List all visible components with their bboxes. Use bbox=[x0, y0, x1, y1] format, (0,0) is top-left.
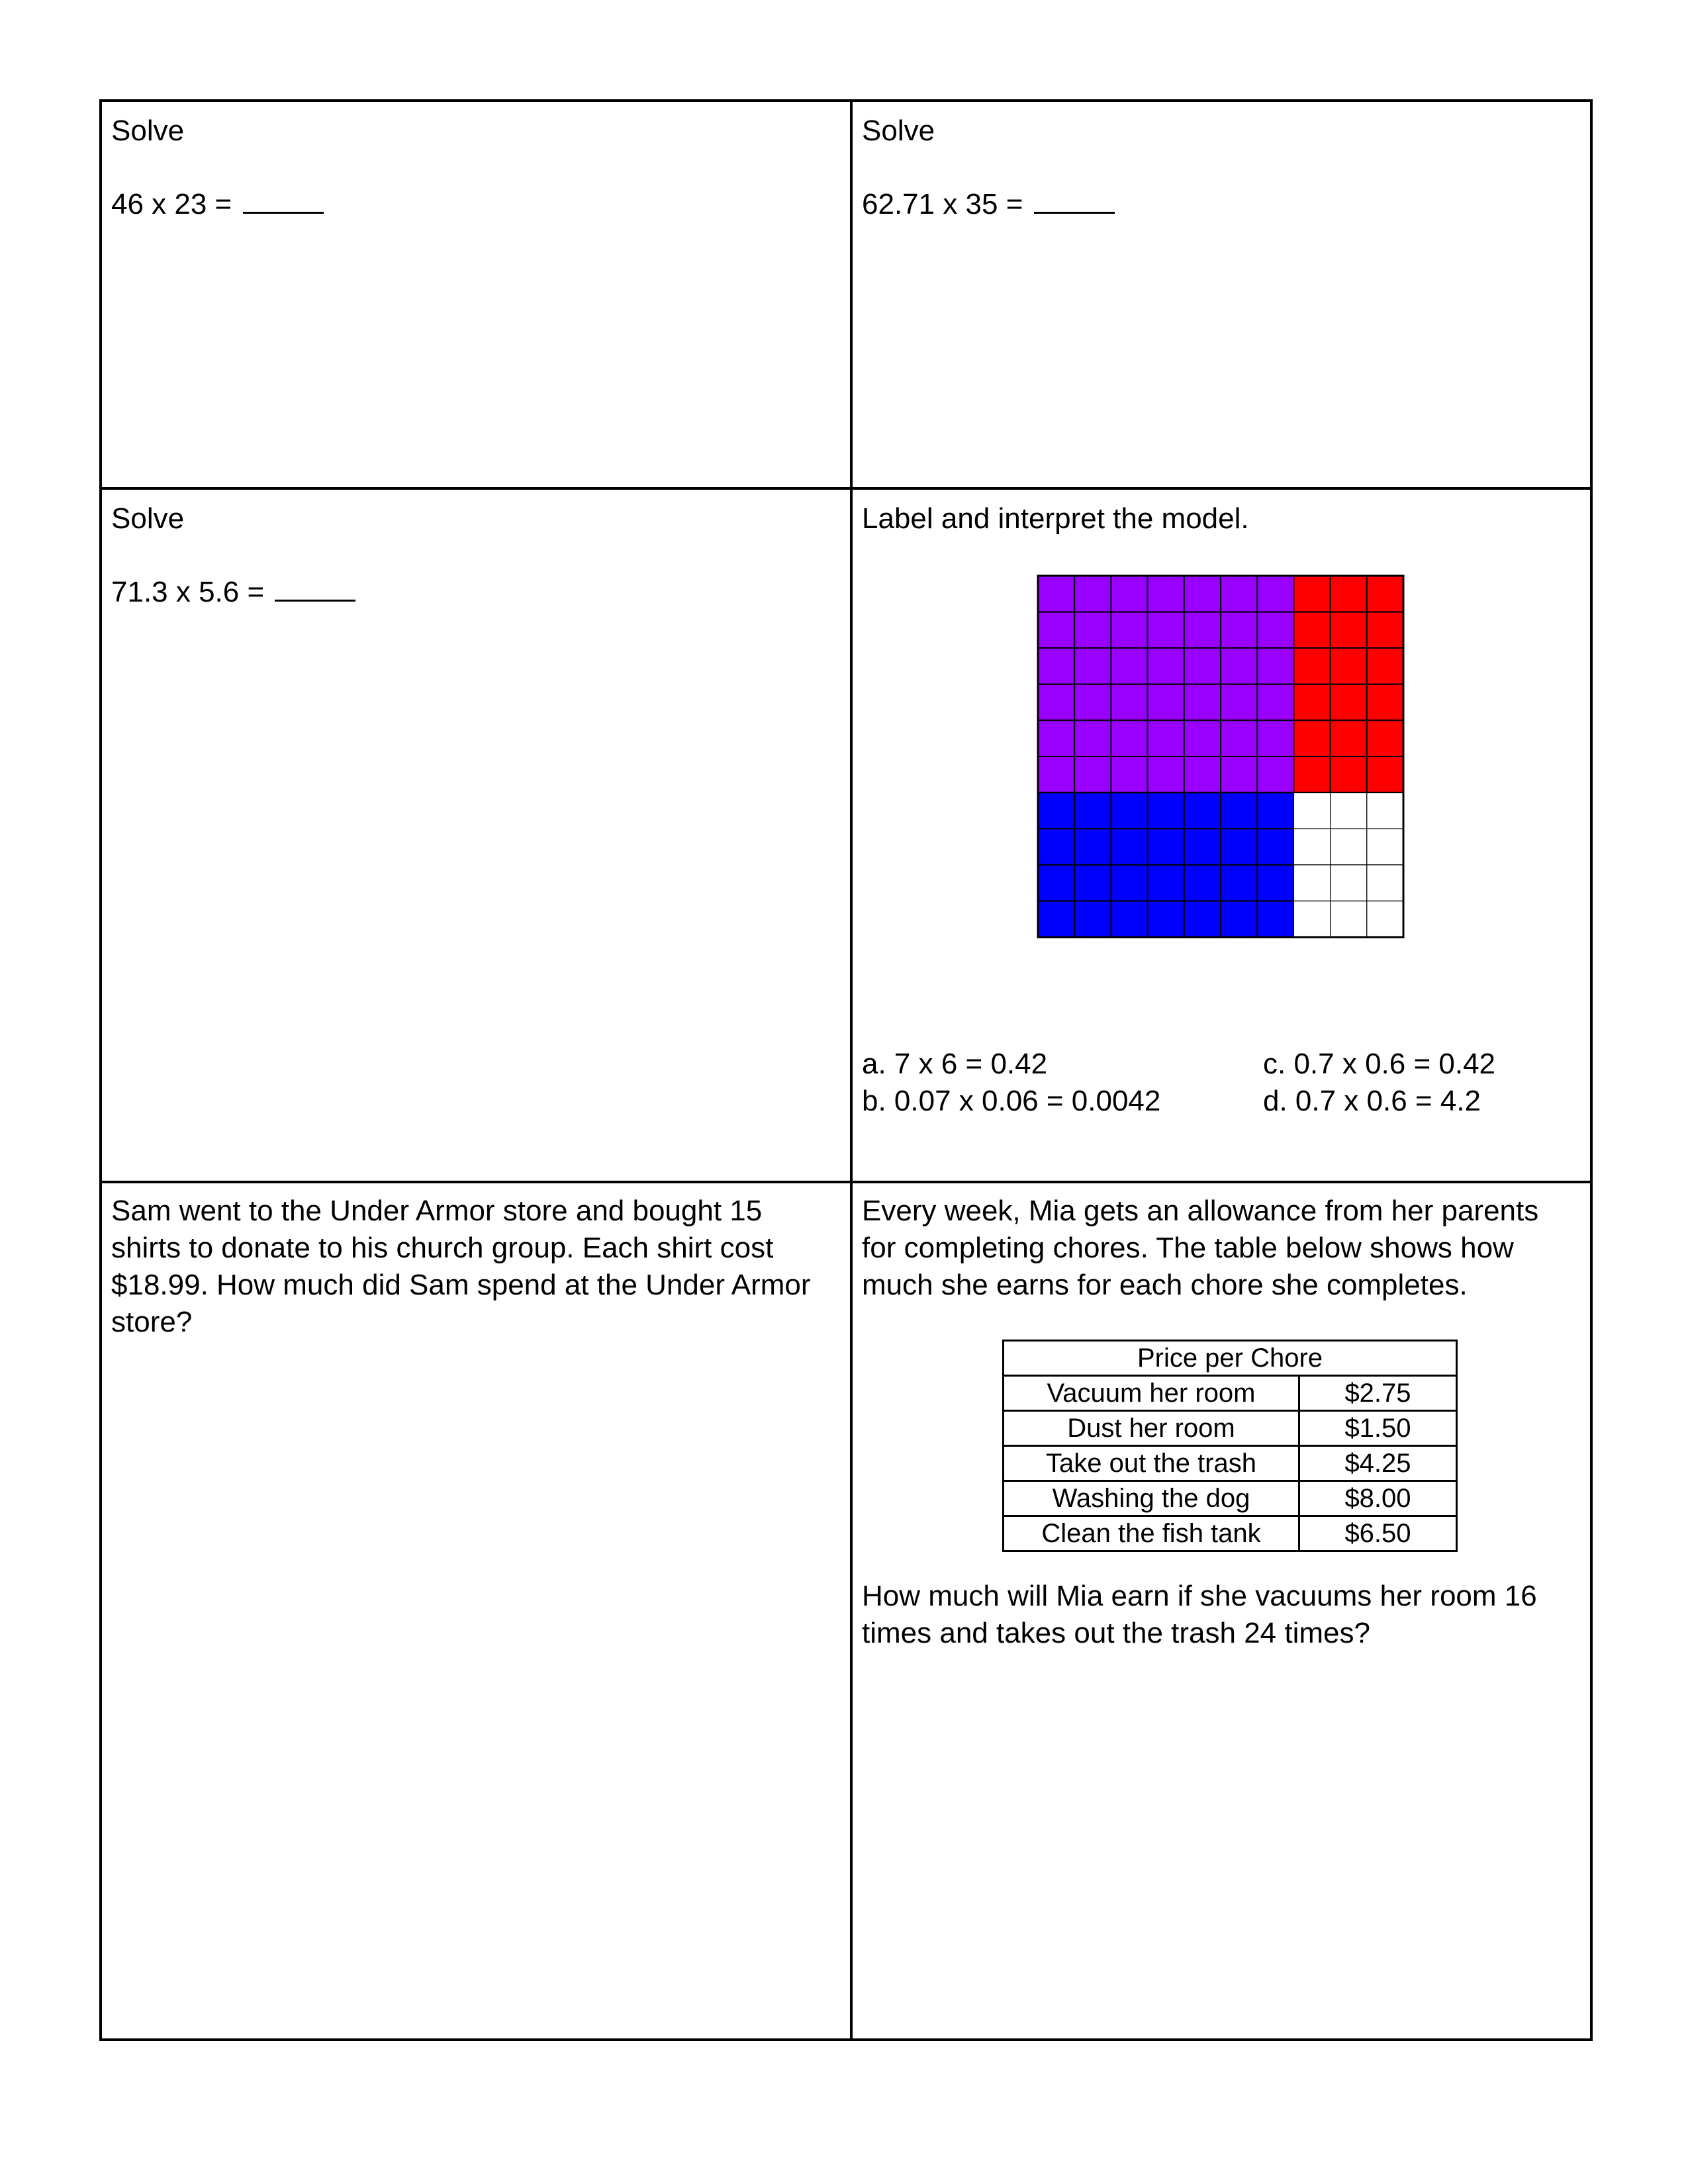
table-row bbox=[1004, 1411, 1457, 1446]
answer-blank[interactable] bbox=[243, 185, 324, 214]
price-cell: $8.00 bbox=[1299, 1481, 1457, 1516]
table-row bbox=[1004, 1481, 1457, 1516]
problem-5-text: Sam went to the Under Armor store and bought 15 shirts to donate to his church group. Each shirt cost $18.99. How much did Sam spend at the Under Armor store? bbox=[111, 1195, 811, 1338]
grid-square-white bbox=[1331, 793, 1367, 829]
grid-square-red bbox=[1293, 576, 1330, 612]
grid-square-white bbox=[1293, 865, 1330, 901]
grid-square-red bbox=[1331, 612, 1367, 649]
grid-square-purple bbox=[1111, 648, 1147, 684]
problem-3-expression bbox=[111, 573, 355, 611]
grid-square-red bbox=[1367, 576, 1403, 612]
grid-square-blue bbox=[1221, 829, 1257, 865]
grid-square-red bbox=[1331, 648, 1367, 684]
price-cell: $2.75 bbox=[1299, 1376, 1457, 1411]
grid-square-purple bbox=[1257, 648, 1293, 684]
grid-square-red bbox=[1331, 720, 1367, 756]
problem-3-prompt: Solve bbox=[111, 502, 185, 535]
grid-square-purple bbox=[1111, 684, 1147, 721]
grid-square-red bbox=[1367, 648, 1403, 684]
grid-square-purple bbox=[1148, 576, 1184, 612]
grid-square-red bbox=[1367, 612, 1403, 649]
grid-square-blue bbox=[1038, 865, 1074, 901]
table-row bbox=[1004, 1376, 1457, 1411]
grid-square-purple bbox=[1074, 684, 1111, 721]
grid-square-blue bbox=[1184, 829, 1221, 865]
grid-square-red bbox=[1331, 684, 1367, 721]
price-cell: $1.50 bbox=[1299, 1411, 1457, 1446]
grid-square-blue bbox=[1074, 829, 1111, 865]
grid-square-red bbox=[1293, 756, 1330, 793]
grid-square-purple bbox=[1221, 576, 1257, 612]
grid-square-blue bbox=[1148, 793, 1184, 829]
grid-square-blue bbox=[1257, 901, 1293, 937]
answer-blank[interactable] bbox=[1034, 185, 1115, 214]
grid-square-white bbox=[1293, 829, 1330, 865]
grid-square-white bbox=[1367, 865, 1403, 901]
grid-square-purple bbox=[1074, 576, 1111, 612]
grid-square-blue bbox=[1038, 901, 1074, 937]
grid-square-purple bbox=[1221, 720, 1257, 756]
problem-6-question: How much will Mia earn if she vacuums her room 16 times and takes out the trash 24 times? bbox=[862, 1580, 1537, 1649]
grid-square-purple bbox=[1074, 720, 1111, 756]
grid-square-red bbox=[1331, 756, 1367, 793]
problem-2-equation: 62.71 x 35 = bbox=[862, 188, 1023, 220]
grid-square-red bbox=[1293, 648, 1330, 684]
grid-square-white bbox=[1367, 793, 1403, 829]
grid-square-purple bbox=[1038, 720, 1074, 756]
grid-square-blue bbox=[1038, 793, 1074, 829]
grid-square-blue bbox=[1148, 829, 1184, 865]
grid-square-blue bbox=[1111, 793, 1147, 829]
problem-1-expression bbox=[111, 185, 324, 223]
grid-square-purple bbox=[1184, 720, 1221, 756]
answer-blank[interactable] bbox=[275, 573, 355, 602]
problem-2-prompt: Solve bbox=[862, 114, 935, 147]
grid-square-purple bbox=[1038, 648, 1074, 684]
problem-6-intro: Every week, Mia gets an allowance from her parents for completing chores. The table below shows how much she earns for each chore she completes. bbox=[862, 1195, 1539, 1301]
chore-price-table bbox=[1002, 1340, 1458, 1552]
grid-square-white bbox=[1367, 901, 1403, 937]
grid-square-blue bbox=[1148, 901, 1184, 937]
price-cell: $4.25 bbox=[1299, 1446, 1457, 1481]
grid-square-red bbox=[1293, 612, 1330, 649]
grid-square-purple bbox=[1257, 612, 1293, 649]
grid-square-purple bbox=[1038, 612, 1074, 649]
grid-square-purple bbox=[1111, 720, 1147, 756]
grid-square-purple bbox=[1074, 756, 1111, 793]
chore-cell: Dust her room bbox=[1004, 1411, 1299, 1446]
grid-square-purple bbox=[1184, 612, 1221, 649]
grid-square-purple bbox=[1221, 756, 1257, 793]
grid-square-blue bbox=[1184, 865, 1221, 901]
chore-cell: Washing the dog bbox=[1004, 1481, 1299, 1516]
chore-cell: Take out the trash bbox=[1004, 1446, 1299, 1481]
grid-square-white bbox=[1293, 901, 1330, 937]
choice-c: c. 0.7 x 0.6 = 0.42 bbox=[1263, 1048, 1496, 1080]
grid-square-purple bbox=[1257, 576, 1293, 612]
grid-square-purple bbox=[1148, 648, 1184, 684]
grid-square-purple bbox=[1257, 684, 1293, 721]
grid-square-blue bbox=[1257, 829, 1293, 865]
grid-square-purple bbox=[1221, 648, 1257, 684]
grid-square-blue bbox=[1074, 901, 1111, 937]
problem-1-cell bbox=[102, 102, 850, 487]
grid-square-purple bbox=[1184, 756, 1221, 793]
grid-square-blue bbox=[1184, 793, 1221, 829]
problem-2-expression bbox=[862, 185, 1115, 223]
choice-b: b. 0.07 x 0.06 = 0.0042 bbox=[862, 1085, 1161, 1117]
table-row bbox=[1004, 1516, 1457, 1551]
area-model-grid bbox=[1037, 574, 1405, 938]
grid-square-red bbox=[1367, 720, 1403, 756]
grid-square-blue bbox=[1184, 901, 1221, 937]
grid-square-purple bbox=[1038, 756, 1074, 793]
grid-square-blue bbox=[1221, 865, 1257, 901]
grid-square-blue bbox=[1038, 829, 1074, 865]
table-title: Price per Chore bbox=[1004, 1341, 1457, 1376]
problem-2-cell bbox=[853, 102, 1593, 487]
grid-square-red bbox=[1367, 684, 1403, 721]
problem-6-cell bbox=[853, 1183, 1593, 2041]
grid-square-purple bbox=[1257, 756, 1293, 793]
table-row bbox=[1004, 1446, 1457, 1481]
grid-square-white bbox=[1367, 829, 1403, 865]
grid-square-purple bbox=[1038, 576, 1074, 612]
grid-square-purple bbox=[1148, 612, 1184, 649]
grid-square-red bbox=[1293, 720, 1330, 756]
grid-square-red bbox=[1331, 576, 1367, 612]
problem-3-equation: 71.3 x 5.6 = bbox=[111, 576, 265, 608]
grid-square-purple bbox=[1257, 720, 1293, 756]
grid-square-blue bbox=[1148, 865, 1184, 901]
grid-square-purple bbox=[1111, 612, 1147, 649]
grid-square-blue bbox=[1257, 865, 1293, 901]
problem-5-cell bbox=[102, 1183, 850, 2041]
grid-square-purple bbox=[1074, 648, 1111, 684]
choice-a: a. 7 x 6 = 0.42 bbox=[862, 1048, 1048, 1080]
grid-square-blue bbox=[1074, 865, 1111, 901]
grid-square-purple bbox=[1111, 756, 1147, 793]
problem-1-equation: 46 x 23 = bbox=[111, 188, 232, 220]
grid-square-white bbox=[1293, 793, 1330, 829]
grid-square-purple bbox=[1148, 720, 1184, 756]
grid-square-white bbox=[1331, 901, 1367, 937]
grid-square-blue bbox=[1074, 793, 1111, 829]
grid-square-purple bbox=[1221, 684, 1257, 721]
grid-square-blue bbox=[1111, 865, 1147, 901]
grid-square-red bbox=[1293, 684, 1330, 721]
grid-square-purple bbox=[1038, 684, 1074, 721]
grid-square-white bbox=[1331, 865, 1367, 901]
grid-square-purple bbox=[1148, 756, 1184, 793]
grid-square-purple bbox=[1074, 612, 1111, 649]
grid-square-blue bbox=[1111, 901, 1147, 937]
grid-square-blue bbox=[1221, 793, 1257, 829]
problem-4-prompt: Label and interpret the model. bbox=[862, 502, 1249, 535]
grid-square-purple bbox=[1148, 684, 1184, 721]
grid-square-purple bbox=[1221, 612, 1257, 649]
grid-square-purple bbox=[1111, 576, 1147, 612]
chore-cell: Vacuum her room bbox=[1004, 1376, 1299, 1411]
choice-d: d. 0.7 x 0.6 = 4.2 bbox=[1263, 1085, 1481, 1117]
problem-1-prompt: Solve bbox=[111, 114, 185, 147]
worksheet-grid bbox=[99, 99, 1593, 2041]
grid-square-blue bbox=[1111, 829, 1147, 865]
problem-4-cell bbox=[853, 490, 1593, 1181]
grid-square-purple bbox=[1184, 648, 1221, 684]
grid-square-purple bbox=[1184, 576, 1221, 612]
grid-square-blue bbox=[1257, 793, 1293, 829]
grid-square-white bbox=[1331, 829, 1367, 865]
grid-square-blue bbox=[1221, 901, 1257, 937]
chore-cell: Clean the fish tank bbox=[1004, 1516, 1299, 1551]
grid-square-red bbox=[1367, 756, 1403, 793]
problem-3-cell bbox=[102, 490, 850, 1181]
price-cell: $6.50 bbox=[1299, 1516, 1457, 1551]
grid-square-purple bbox=[1184, 684, 1221, 721]
